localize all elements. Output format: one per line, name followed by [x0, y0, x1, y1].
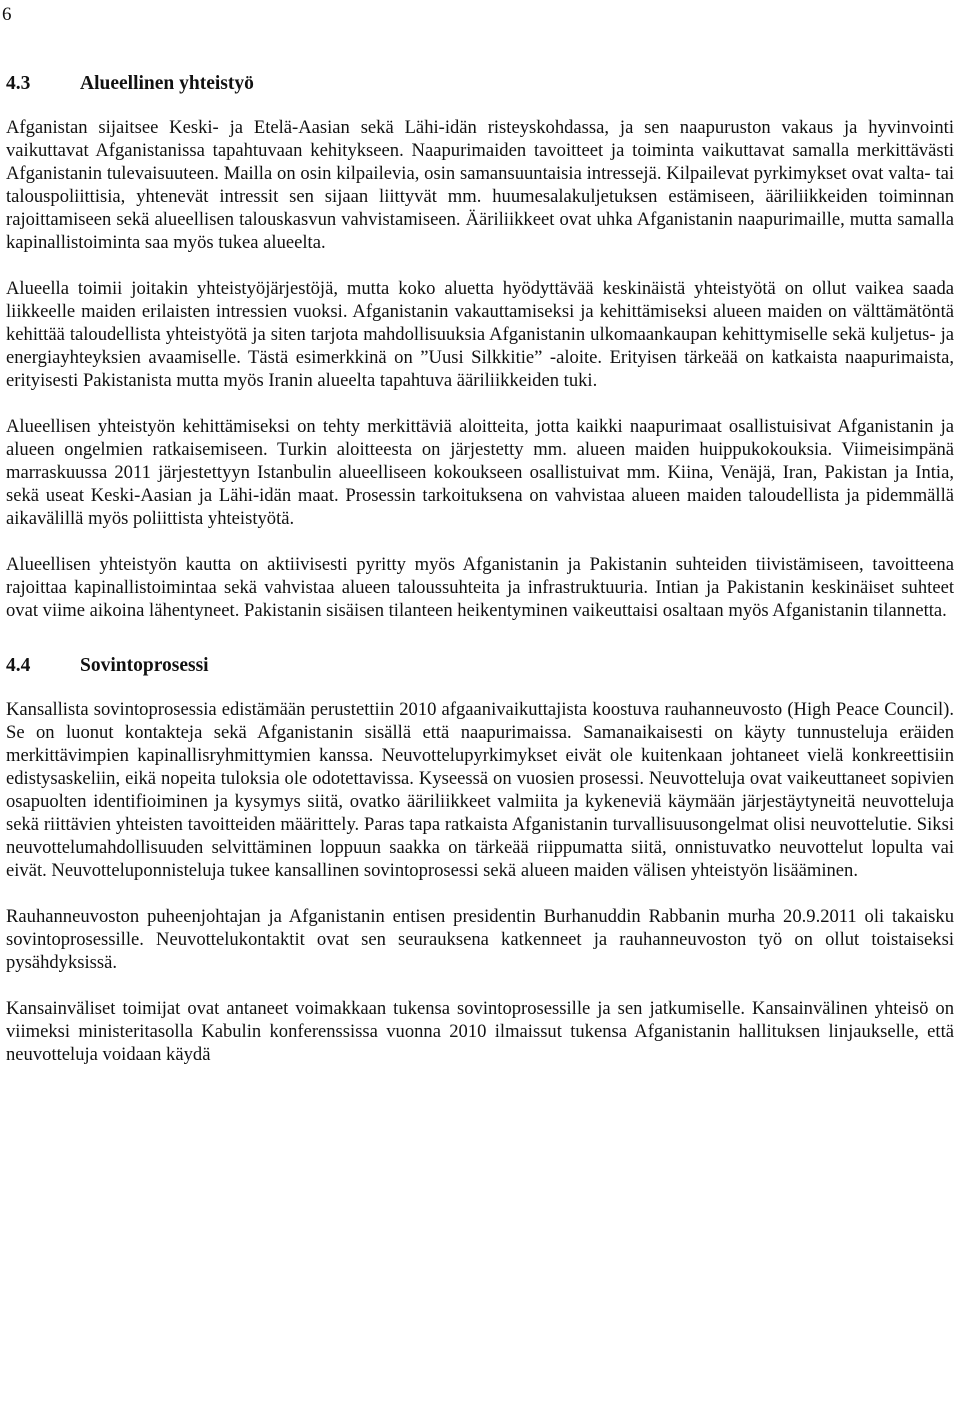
- paragraph: Kansainväliset toimijat ovat antaneet voimakkaan tukensa sovintoprosessille ja sen jatkumiselle. Kansainvälinen yhteisö on viimeksi ministeritasolla Kabulin konferenssissa vuonna 2010 ilmaissut tukensa Afganistanin hallituksen linjaukselle, että neuvotteluja voidaan käydä: [6, 998, 954, 1065]
- page-number: 6: [2, 4, 12, 25]
- paragraph: Afganistan sijaitsee Keski- ja Etelä-Aasian sekä Lähi-idän risteyskohdassa, ja sen naapuruston vakaus ja hyvinvointi vaikuttavat Afganistanissa tapahtuvaan kehitykseen. Naapurimaiden tavoitteet ja toiminta vaikuttavat samalla merkittävästi Afganistanin tulevaisuuteen. Mailla on osin kilpailevia, osin samansuuntaisia intressejä. Kilpailevat pyrkimykset ovat valta- tai talouspoliittisia, yhtenevät intressit sen sijaan liittyvät mm. huumesalakuljetuksen estämiseen, ääriliikkeiden toiminnan rajoittamiseen sekä alueellisen talouskasvun vahvistamiseen. Ääriliikkeet ovat uhka Afganistanin naapurimaille, mutta samalla kapinallistoiminta saa myös tukea alueelta.: [6, 117, 954, 253]
- section-heading-4-4: [6, 654, 954, 678]
- paragraph: Kansallista sovintoprosessia edistämään perustettiin 2010 afgaanivaikuttajista koostuva rauhanneuvosto (High Peace Council). Se on luonut kontakteja sekä Afganistanin sisällä että naapurimaissa. Samanaikaisesti on käyty tunnusteluja eräiden merkittävimpien kapinallisryhmittymien kanssa. Neuvottelupyrkimykset eivät ole kuitenkaan johtaneet vielä konkreettisiin edistysaskeliin, eikä nopeita tuloksia ole odotettavissa. Kyseessä on vuosien prosessi. Neuvotteluja ovat vaikeuttaneet sopivien osapuolten identifioiminen ja kysymys siitä, ovatko ääriliikkeet valmiita ja kykeneviä käymään järjestäytyneitä neuvotteluja sekä riittävien yhteisten tavoitteiden määrittely. Paras tapa ratkaista Afganistanin turvallisuusongelmat olisi neuvottelutie. Siksi neuvottelumahdollisuuden selvittäminen loppuun saakka on tärkeää riippumatta siitä, onnistuvatko neuvottelut lopulta vai eivät. Neuvotteluponnisteluja tukee kansallinen sovintoprosessi sekä alueen maiden välisen yhteistyön lisääminen.: [6, 699, 954, 881]
- paragraph: Alueellisen yhteistyön kehittämiseksi on tehty merkittäviä aloitteita, jotta kaikki naapurimaat osallistuisivat Afganistanin ja alueen ongelmien ratkaisemiseen. Turkin aloitteesta on järjestetty mm. alueen maiden huippukokouksia. Viimeisimpänä marraskuussa 2011 järjestettyyn Istanbulin alueelliseen kokoukseen osallistuivat mm. Kiina, Venäjä, Iran, Pakistan ja Intia, sekä useat Keski-Aasian ja Lähi-idän maat. Prosessin tarkoituksena on vahvistaa alueen maiden taloudellista ja pidemmällä aikavälillä myös poliittista yhteistyötä.: [6, 416, 954, 529]
- section-title: Sovintoprosessi: [80, 655, 209, 676]
- paragraph: Rauhanneuvoston puheenjohtajan ja Afganistanin entisen presidentin Burhanuddin Rabbanin murha 20.9.2011 oli takaisku sovintoprosessille. Neuvottelukontaktit ovat sen seurauksena katkenneet ja rauhanneuvoston työ on ollut toistaiseksi pysähdyksissä.: [6, 906, 954, 973]
- section-heading-4-3: [6, 72, 954, 96]
- section-number: 4.3: [6, 73, 31, 94]
- section-title: Alueellinen yhteistyö: [80, 73, 254, 94]
- section-number: 4.4: [6, 655, 31, 676]
- paragraph: Alueellisen yhteistyön kautta on aktiivisesti pyritty myös Afganistanin ja Pakistanin suhteiden tiivistämiseen, tavoitteena rajoittaa kapinallistoimintaa sekä vahvistaa alueen taloussuhteita ja infrastruktuuria. Intian ja Pakistanin keskinäiset suhteet ovat viime aikoina lähentyneet. Pakistanin sisäisen tilanteen heikentyminen vaikeuttaisi osaltaan myös Afganistanin tilannetta.: [6, 554, 954, 621]
- paragraph: Alueella toimii joitakin yhteistyöjärjestöjä, mutta koko aluetta hyödyttävää keskinäistä yhteistyötä on ollut vaikea saada liikkeelle maiden erilaisten intressien vuoksi. Afganistanin vakauttamiseksi ja kehittämiseksi alueen maiden on välttämätöntä kehittää taloudellista yhteistyötä ja siten tarjota mahdollisuuksia Afganistanin ulkomaankaupan kehittymiselle sekä kuljetus- ja energiayhteyksien avaamiselle. Tästä esimerkkinä on ”Uusi Silkkitie” -aloite. Erityisen tärkeää on katkaista naapurimaista, erityisesti Pakistanista mutta myös Iranin alueelta tapahtuva ääriliikkeiden tuki.: [6, 278, 954, 391]
- document-body: [6, 72, 954, 1089]
